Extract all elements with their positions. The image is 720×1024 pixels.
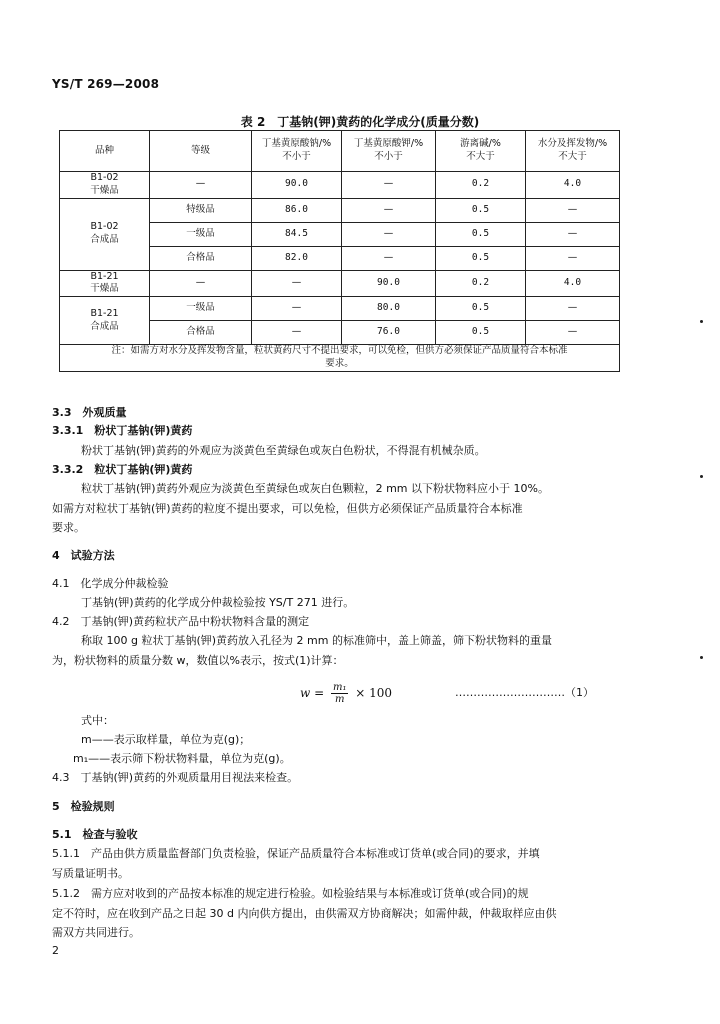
table-row: [60, 172, 620, 199]
cell-potassium: 76.0: [342, 321, 436, 345]
section-4-heading: 4 试验方法: [52, 549, 115, 562]
header-sodium-l1: 丁基黄原酸钠/%: [261, 138, 332, 150]
cell-potassium: —: [342, 246, 436, 270]
table-note-row: [60, 345, 620, 372]
cell-grade: 一级品: [150, 297, 252, 321]
cell-grade: 合格品: [150, 321, 252, 345]
table-title: 表 2 丁基钠(钾)黄药的化学成分(质量分数): [240, 115, 480, 129]
cell-alkali: 0.5: [436, 246, 526, 270]
formula-denominator: m: [334, 694, 345, 705]
header-potassium: [342, 131, 436, 172]
cell-moisture: —: [526, 297, 620, 321]
cell-alkali: 0.2: [436, 270, 526, 297]
cell-grade: 特级品: [150, 198, 252, 222]
cell-alkali: 0.5: [436, 222, 526, 246]
formula-lhs: w =: [300, 686, 325, 700]
definition-m: m——表示取样量，单位为克(g)；: [81, 733, 251, 746]
cell-moisture: —: [526, 198, 620, 222]
section-4-1-text: 丁基钠(钾)黄药的化学成分仲裁检验按 YS/T 271 进行。: [81, 596, 355, 609]
cell-potassium: —: [342, 198, 436, 222]
section-5-1-2-line1: 5.1.2 需方应对收到的产品按本标准的规定进行检验。如检验结果与本标准或订货单(或合同)的规: [52, 887, 529, 900]
cell-sodium: 90.0: [252, 172, 342, 199]
cell-grade: 一级品: [150, 222, 252, 246]
table-row: [60, 270, 620, 297]
section-3-3-1-text: 粉状丁基钠(钾)黄药的外观应为淡黄色至黄绿色或灰白色粉状，不得混有机械杂质。: [81, 444, 486, 457]
variety-code: B1-02: [90, 221, 119, 233]
cell-variety: [60, 198, 150, 270]
header-moisture-l2: 不大于: [558, 151, 587, 162]
header-variety: 品种: [60, 131, 150, 172]
where-label: 式中：: [81, 714, 114, 727]
cell-potassium: —: [342, 222, 436, 246]
cell-alkali: 0.5: [436, 321, 526, 345]
standard-code: YS/T 269—2008: [52, 77, 160, 91]
formula-1: [300, 682, 392, 705]
cell-alkali: 0.2: [436, 172, 526, 199]
cell-variety: [60, 270, 150, 297]
section-4-3: 4.3 丁基钠(钾)黄药的外观质量用目视法来检查。: [52, 771, 299, 784]
cell-grade: —: [150, 172, 252, 199]
cell-sodium: 82.0: [252, 246, 342, 270]
cell-moisture: 4.0: [526, 172, 620, 199]
section-5-1-1-line1: 5.1.1 产品由供方质量监督部门负责检验，保证产品质量符合本标准或订货单(或合同)的要求，并填: [52, 847, 540, 860]
header-free-alkali: [436, 131, 526, 172]
table-note: [60, 345, 620, 372]
section-5-1-heading: 5.1 检查与验收: [52, 828, 138, 841]
variety-code: B1-21: [90, 307, 119, 319]
variety-type: 干燥品: [90, 184, 119, 196]
cell-grade: —: [150, 270, 252, 297]
header-moisture-l1: 水分及挥发物/%: [537, 138, 608, 150]
header-sodium: [252, 131, 342, 172]
variety-code: B1-21: [90, 270, 119, 282]
cell-alkali: 0.5: [436, 198, 526, 222]
cell-sodium: —: [252, 297, 342, 321]
scan-speck: [700, 475, 703, 478]
table-note-line1: 注：如需方对水分及挥发物含量，粒状黄药尺寸不提出要求，可以免检，但供方必须保证产品质量符合本标准: [111, 345, 568, 357]
section-3-3-2-heading: 3.3.2 粒状丁基钠(钾)黄药: [52, 463, 193, 476]
table-note-line2: 要求。: [325, 358, 354, 370]
formula-rhs: × 100: [355, 686, 393, 700]
cell-moisture: —: [526, 246, 620, 270]
definition-m1: m₁——表示筛下粉状物料量，单位为克(g)。: [73, 752, 291, 765]
formula-numerator: m₁: [332, 682, 347, 693]
cell-potassium: 80.0: [342, 297, 436, 321]
section-3-3-heading: 3.3 外观质量: [52, 406, 127, 419]
composition-table: [59, 130, 620, 372]
section-5-1-2-line2: 定不符时，应在收到产品之日起 30 d 内向供方提出，由供需双方协商解决；如需仲裁，仲裁取样应由供: [52, 907, 557, 920]
cell-sodium: 86.0: [252, 198, 342, 222]
cell-moisture: —: [526, 222, 620, 246]
variety-type: 合成品: [90, 234, 119, 246]
variety-type: 干燥品: [90, 283, 119, 295]
cell-grade: 合格品: [150, 246, 252, 270]
table-row: [60, 198, 620, 222]
scan-speck: [700, 656, 703, 659]
section-4-2-heading: 4.2 丁基钠(钾)黄药粒状产品中粉状物料含量的测定: [52, 615, 310, 628]
cell-potassium: —: [342, 172, 436, 199]
section-3-3-2-text-line1: 粒状丁基钠(钾)黄药外观应为淡黄色至黄绿色或灰白色颗粒，2 mm 以下粉状物料应小于 10%。: [81, 482, 549, 495]
formula-number: …………………………（1）: [455, 686, 594, 699]
header-sodium-l2: 不小于: [282, 151, 311, 162]
header-potassium-l1: 丁基黄原酸钾/%: [353, 138, 424, 150]
cell-moisture: —: [526, 321, 620, 345]
header-moisture: [526, 131, 620, 172]
cell-alkali: 0.5: [436, 297, 526, 321]
table-header-row: [60, 131, 620, 172]
section-5-1-2-line3: 需双方共同进行。: [52, 926, 140, 939]
page-number: 2: [52, 944, 59, 957]
section-5-heading: 5 检验规则: [52, 800, 115, 813]
header-alkali-l2: 不大于: [466, 151, 495, 162]
table-row: [60, 297, 620, 321]
scan-speck: [700, 320, 703, 323]
section-4-1-heading: 4.1 化学成分仲裁检验: [52, 577, 169, 590]
formula-fraction: [331, 682, 349, 705]
section-5-1-1-line2: 写质量证明书。: [52, 867, 129, 880]
variety-code: B1-02: [90, 172, 119, 183]
cell-sodium: —: [252, 321, 342, 345]
section-4-2-text-line1: 称取 100 g 粒状丁基钠(钾)黄药放入孔径为 2 mm 的标准筛中，盖上筛盖，筛下粉状物料的重量: [81, 634, 552, 647]
cell-variety: [60, 297, 150, 345]
cell-sodium: 84.5: [252, 222, 342, 246]
cell-moisture: 4.0: [526, 270, 620, 297]
header-alkali-l1: 游离碱/%: [460, 138, 501, 150]
cell-variety: [60, 172, 150, 199]
section-3-3-2-text-line3: 要求。: [52, 521, 85, 534]
section-3-3-1-heading: 3.3.1 粉状丁基钠(钾)黄药: [52, 424, 193, 437]
cell-potassium: 90.0: [342, 270, 436, 297]
section-3-3-2-text-line2: 如需方对粒状丁基钠(钾)黄药的粒度不提出要求，可以免检，但供方必须保证产品质量符合本标准: [52, 502, 523, 515]
header-grade: 等级: [150, 131, 252, 172]
header-potassium-l2: 不小于: [374, 151, 403, 162]
variety-type: 合成品: [90, 320, 119, 332]
section-4-2-text-line2: 为，粉状物料的质量分数 w，数值以%表示，按式(1)计算：: [52, 654, 344, 667]
cell-sodium: —: [252, 270, 342, 297]
